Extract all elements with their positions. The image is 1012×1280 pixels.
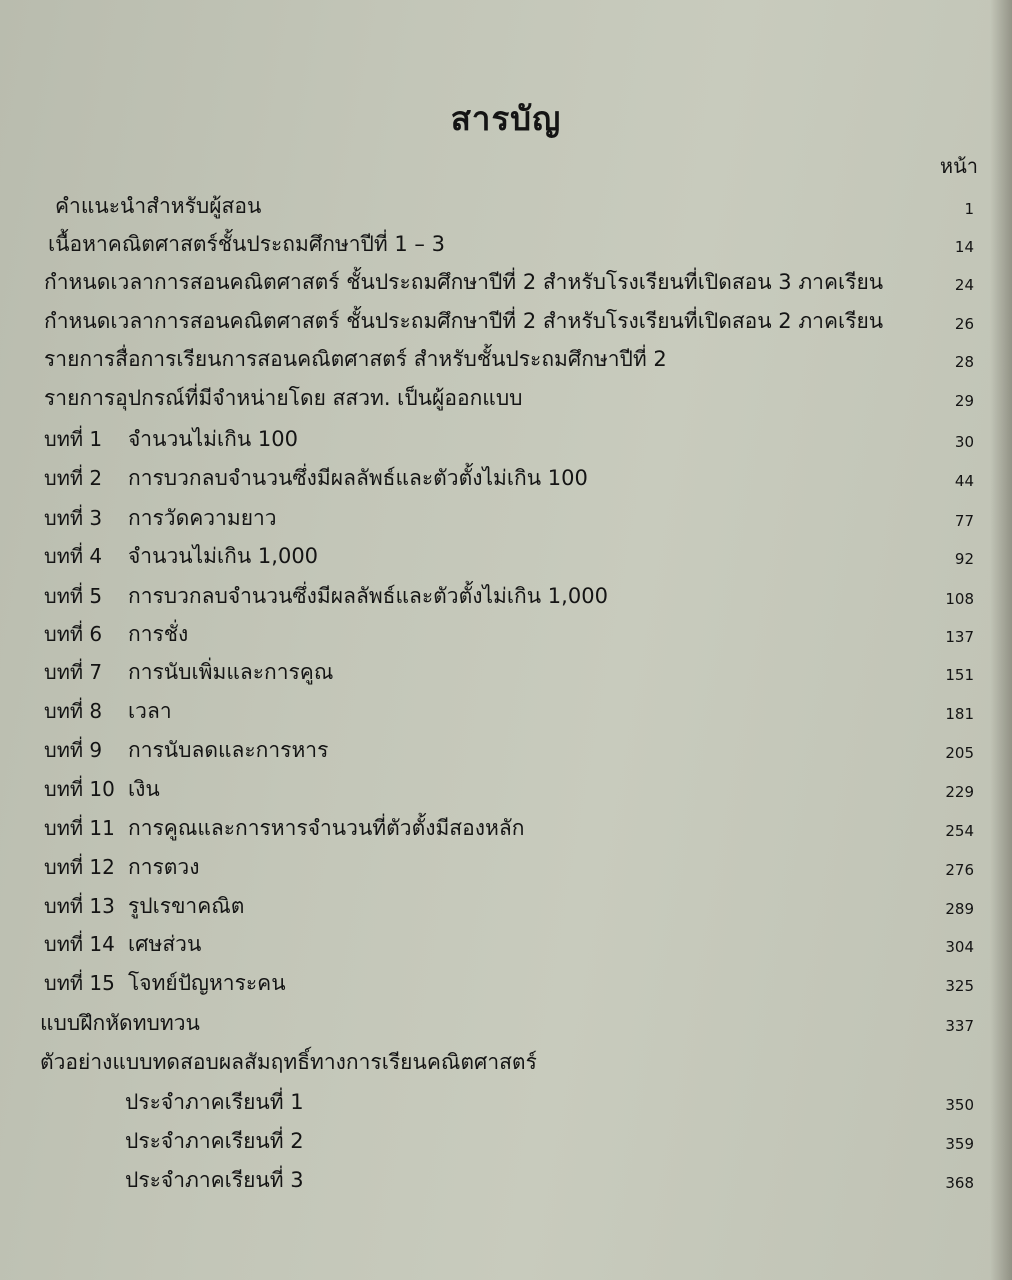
chapter-title: การคูณและการหารจำนวนที่ตัวตั้งมีสองหลัก — [128, 816, 525, 840]
toc-entry-page: 28 — [954, 353, 974, 371]
chapter-page: 254 — [945, 822, 974, 840]
chapter-number: บทที่ 2 — [44, 466, 103, 490]
page-column-header: หน้า — [939, 154, 978, 178]
toc-entry-page: 14 — [954, 238, 974, 256]
toc-entry-label: ตัวอย่างแบบทดสอบผลสัมฤทธิ์ทางการเรียนคณิตศาสตร์ — [40, 1050, 537, 1074]
toc-entry-page: 26 — [954, 315, 974, 333]
chapter-number: บทที่ 8 — [44, 699, 103, 723]
toc-entry-label: แบบฝึกหัดทบทวน — [40, 1011, 200, 1035]
chapter-entry — [0, 540, 1012, 574]
chapter-page: 304 — [945, 938, 974, 956]
chapter-entry — [0, 890, 1012, 924]
test-entry — [0, 1086, 1012, 1120]
chapter-page: 276 — [945, 861, 974, 879]
test-entry — [0, 1164, 1012, 1198]
chapter-number: บทที่ 12 — [44, 855, 115, 879]
test-entry-label: ประจำภาคเรียนที่ 1 — [125, 1090, 304, 1114]
chapter-title: เวลา — [128, 699, 172, 723]
chapter-number: บทที่ 15 — [44, 971, 115, 995]
chapter-number: บทที่ 5 — [44, 584, 103, 608]
chapter-title: การบวกลบจำนวนซึ่งมีผลลัพธ์และตัวตั้งไม่เกิน 100 — [128, 466, 588, 490]
toc-entry-page: 29 — [954, 392, 974, 410]
chapter-title: จำนวนไม่เกิน 1,000 — [128, 544, 319, 568]
chapter-title: เศษส่วน — [128, 932, 202, 956]
chapter-page: 108 — [945, 590, 974, 608]
chapter-title: การวัดความยาว — [128, 506, 277, 530]
chapter-page: 30 — [954, 433, 974, 451]
toc-entry — [0, 266, 1012, 300]
page-title: สารบัญ — [450, 99, 562, 138]
toc-entry-label: กำหนดเวลาการสอนคณิตศาสตร์ ชั้นประถมศึกษาปีที่ 2 สำหรับโรงเรียนที่เปิดสอน 2 ภาคเรียน — [44, 309, 884, 333]
chapter-title: การนับลดและการหาร — [128, 738, 329, 762]
toc-entry-label: คำแนะนำสำหรับผู้สอน — [55, 194, 262, 218]
chapter-entry — [0, 618, 1012, 652]
test-entry-page: 368 — [945, 1174, 974, 1192]
chapter-number: บทที่ 14 — [44, 932, 115, 956]
chapter-number: บทที่ 13 — [44, 894, 115, 918]
toc-entry — [0, 305, 1012, 339]
chapter-entry — [0, 423, 1012, 457]
toc-entry-label: รายการสื่อการเรียนการสอนคณิตศาสตร์ สำหรับชั้นประถมศึกษาปีที่ 2 — [44, 347, 667, 371]
toc-entry-label: กำหนดเวลาการสอนคณิตศาสตร์ ชั้นประถมศึกษาปีที่ 2 สำหรับโรงเรียนที่เปิดสอน 3 ภาคเรียน — [44, 270, 884, 294]
chapter-page: 325 — [945, 977, 974, 995]
chapter-page: 92 — [954, 550, 974, 568]
chapter-page: 151 — [945, 666, 974, 684]
chapter-number: บทที่ 10 — [44, 777, 115, 801]
test-entry-page: 359 — [945, 1135, 974, 1153]
chapter-title: เงิน — [128, 777, 160, 801]
chapter-page: 289 — [945, 900, 974, 918]
toc-entry — [0, 190, 1012, 224]
toc-entry — [0, 382, 1012, 416]
chapter-page: 77 — [954, 512, 974, 530]
chapter-title: การบวกลบจำนวนซึ่งมีผลลัพธ์และตัวตั้งไม่เกิน 1,000 — [128, 584, 608, 608]
chapter-title: การตวง — [128, 855, 200, 879]
test-entry-label: ประจำภาคเรียนที่ 3 — [125, 1168, 304, 1192]
chapter-title: การชั่ง — [128, 622, 189, 646]
chapter-entry — [0, 773, 1012, 807]
chapter-entry — [0, 851, 1012, 885]
chapter-page: 229 — [945, 783, 974, 801]
chapter-page: 137 — [945, 628, 974, 646]
test-entry-page: 350 — [945, 1096, 974, 1114]
chapter-title: โจทย์ปัญหาระคน — [128, 971, 286, 995]
chapter-number: บทที่ 7 — [44, 660, 103, 684]
chapter-entry — [0, 734, 1012, 768]
toc-entry-label: เนื้อหาคณิตศาสตร์ชั้นประถมศึกษาปีที่ 1 – 3 — [48, 232, 445, 256]
toc-entry — [0, 228, 1012, 262]
chapter-page: 181 — [945, 705, 974, 723]
toc-entry-page: 337 — [945, 1017, 974, 1035]
chapter-page: 205 — [945, 744, 974, 762]
toc-entry — [0, 1007, 1012, 1041]
chapter-entry — [0, 502, 1012, 536]
chapter-title: การนับเพิ่มและการคูณ — [128, 660, 334, 684]
chapter-entry — [0, 928, 1012, 962]
test-entry-label: ประจำภาคเรียนที่ 2 — [125, 1129, 304, 1153]
chapter-number: บทที่ 4 — [44, 544, 103, 568]
chapter-number: บทที่ 11 — [44, 816, 115, 840]
chapter-entry — [0, 462, 1012, 496]
chapter-entry — [0, 695, 1012, 729]
chapter-number: บทที่ 1 — [44, 427, 103, 451]
chapter-entry — [0, 812, 1012, 846]
chapter-number: บทที่ 6 — [44, 622, 103, 646]
chapter-number: บทที่ 9 — [44, 738, 103, 762]
chapter-title: รูปเรขาคณิต — [128, 894, 245, 918]
toc-entry — [0, 343, 1012, 377]
test-entry — [0, 1125, 1012, 1159]
chapter-entry — [0, 656, 1012, 690]
toc-entry-label: รายการอุปกรณ์ที่มีจำหน่ายโดย สสวท. เป็นผู้ออกแบบ — [44, 386, 523, 410]
chapter-number: บทที่ 3 — [44, 506, 103, 530]
toc-entry-page: 1 — [964, 200, 974, 218]
chapter-title: จำนวนไม่เกิน 100 — [128, 427, 299, 451]
chapter-page: 44 — [954, 472, 974, 490]
chapter-entry — [0, 967, 1012, 1001]
chapter-entry — [0, 580, 1012, 614]
toc-entry-page: 24 — [954, 276, 974, 294]
toc-entry — [0, 1046, 1012, 1080]
